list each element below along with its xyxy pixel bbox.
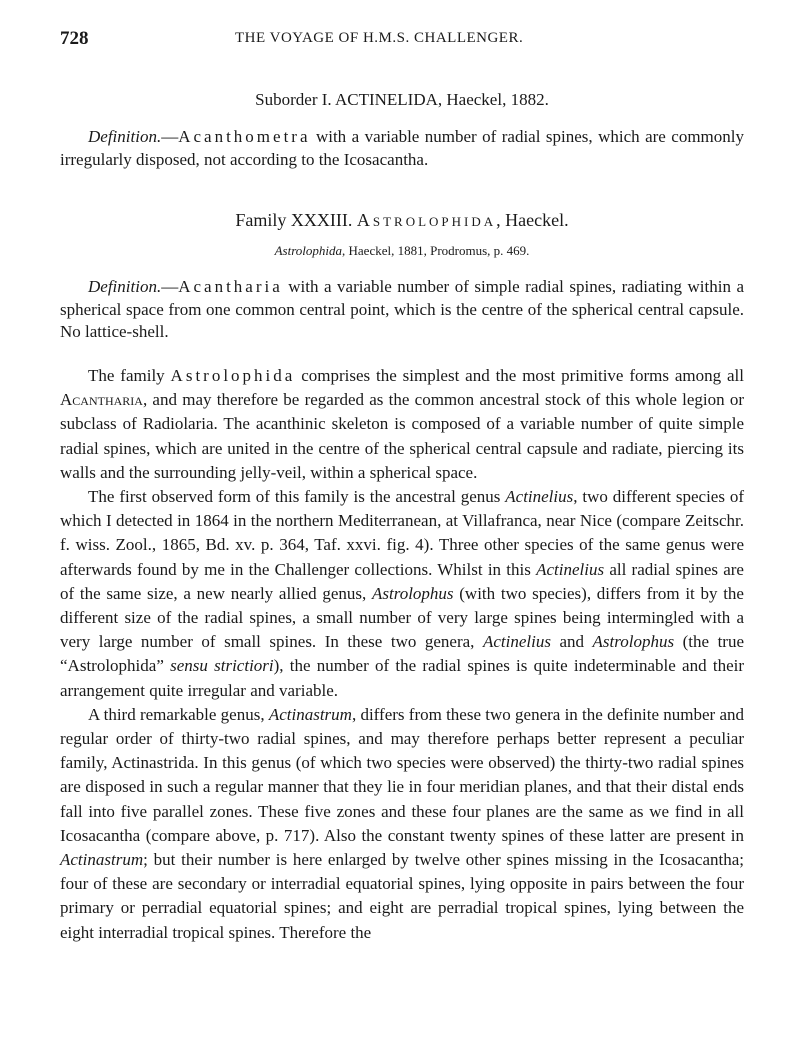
- definition-label: Definition.: [88, 277, 162, 296]
- family-reference: Astrolophida, Haeckel, 1881, Prodromus, p. 469.: [274, 243, 530, 258]
- running-title: THE VOYAGE OF H.M.S. CHALLENGER.: [235, 30, 524, 46]
- paragraph: A third remarkable genus, Actinastrum, differs from these two genera in the definite number and regular order of thirty-two radial spines, and may therefore perhaps better represent a peculiar family, Actinastrida. In this genus (of which two species were observed) the thirty-two radial spines are disposed in such a regular manner that they lie in four meridian planes, and that their distal ends fall into five parallel zones. These five zones and these four planes are the same as we find in all Icosacantha (compare above, p. 717). Also the constant twenty spines of these latter are present in Actinastrum; but their number is here enlarged by twelve other spines missing in the Icosacantha; four of these are secondary or interradial equatorial spines, lying opposite in pairs between the four primary or perradial equatorial spines; and eight are perradial tropical spines, lying between the eight interradial tropical spines. Therefore the: [60, 704, 744, 942]
- page-number: 728: [60, 28, 89, 49]
- page-header: [60, 28, 744, 52]
- family-name: Astrolophida: [356, 210, 497, 230]
- paragraph: The family Astrolophida comprises the simplest and the most primitive forms among all Acantharia, and may therefore be regarded as the common ancestral stock of this whole legion or subclass of Radiolaria. The acanthinic skeleton is composed of a variable number of quite simple radial spines, which are united in the centre of the spherical central capsule and radiate, piercing its walls and the surrounding jelly-veil, within a spherical space.: [60, 366, 744, 482]
- suborder-heading: Suborder I. ACTINELIDA, Haeckel, 1882.: [255, 90, 549, 109]
- paragraph: The first observed form of this family is the ancestral genus Actinelius, two different species of which I detected in 1864 in the northern Mediterranean, at Villafranca, near Nice (compare Zeitschr. f. wiss. Zool., 1865, Bd. xv. p. 364, Taf. xxvi. fig. 4). Three other species of the same genus were afterwards found by me in the Challenger collections. Whilst in this Actinelius all radial spines are of the same size, a new nearly allied genus, Astrolophus (with two species), differs from it by the different size of the radial spines, a small number of very large spines being intermingled with a very large number of small spines. In these two genera, Actinelius and Astrolophus (the true “Astrolophida” sensu strictiori), the number of the radial spines is quite indeterminable and their arrangement quite irregular and variable.: [60, 487, 745, 700]
- group-name: Acantharia: [178, 277, 283, 296]
- body-text: [60, 364, 744, 945]
- definition-family: Definition.—Acantharia with a variable number of simple radial spines, radiating within a spherical space from one common central point, which is the centre of the spherical central capsule. No lattice-shell.: [60, 277, 744, 341]
- definition-suborder: Definition.—Acanthometra with a variable number of radial spines, which are commonly irregularly disposed, not according to the Icosacantha.: [60, 127, 744, 169]
- genus-name: Acanthometra: [178, 127, 311, 146]
- definition-label: Definition.: [88, 127, 162, 146]
- family-heading: Family XXXIII. Astrolophida, Haeckel.: [235, 210, 569, 230]
